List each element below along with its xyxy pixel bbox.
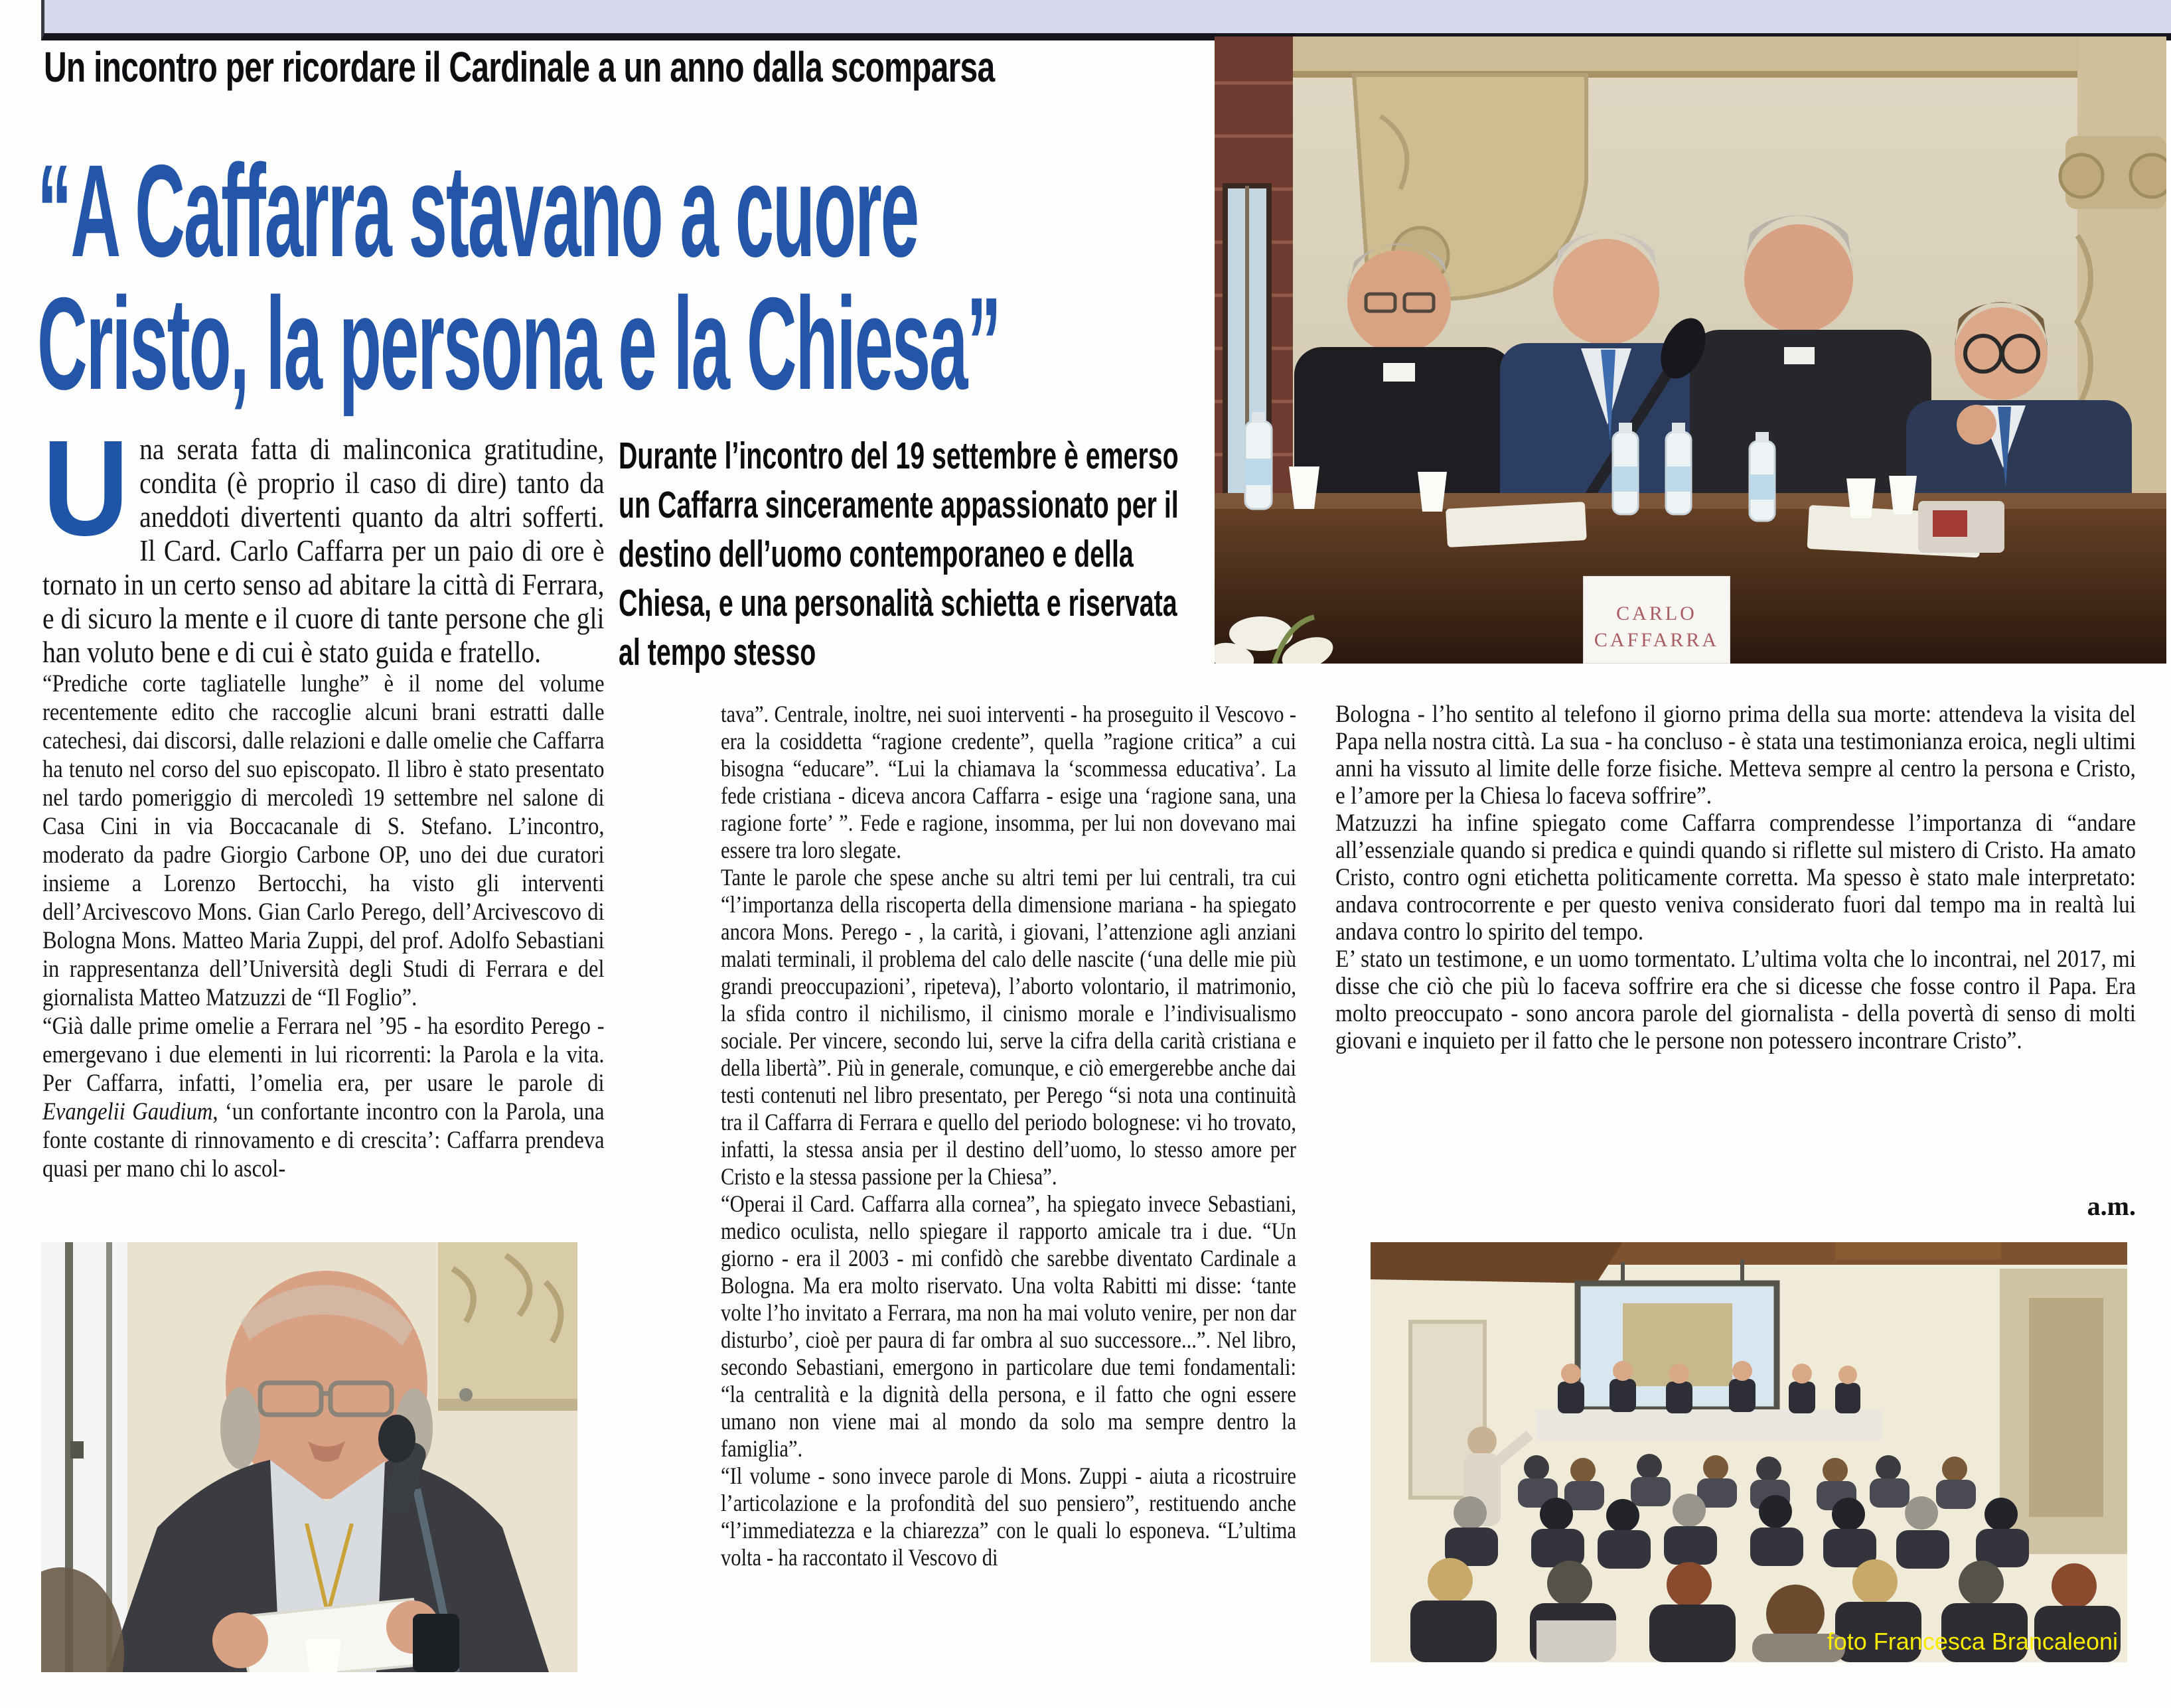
paragraph-text: , ‘un confortante incontro con la Parola, una fonte costante di rinnovamento e di crescita’: Caffarra prendeva quasi per mano chi lo ascol-: [42, 1098, 605, 1182]
paragraph-text: tava”. Centrale, inoltre, nei suoi interventi - ha proseguito il Vescovo - era la cosiddetta “ragione credente”, quella ”ragione critica” a cui bisogna “educare”. “Lui la chiamava la ‘scommessa educativa’. La fede cristiana - diceva ancora Caffarra - esige una ‘ragione sana, una ragione forte’ ”. Fede e ragione, insomma, per lui non dovevano mai essere tra loro slegate.: [721, 701, 1296, 863]
paragraph-text: Matzuzzi ha infine spiegato come Caffarra comprendesse l’importanza di “andare all’essenziale quando si predica e quindi quando si riflette sul mistero di Cristo. Ha amato Cristo, contro ogni etichetta politicamente corretta. Ma spesso è stato male interpretato: andava controcorrente e per questo veniva considerato fuori dal tempo ma in realtà lui andava contro lo spirito del tempo.: [1335, 810, 2136, 946]
speaker-photo-art: [41, 1242, 577, 1672]
paragraph-text: “Operai il Card. Caffarra alla cornea”, ha spiegato invece Sebastiani, medico oculista, nello spiegare il rapporto amicale tra i due. “Un giorno - era il 2003 - mi confidò che sarebbe diventato Cardinale a Bologna. Ma era molto riservato. Una volta Rabitti mi disse: ‘tante volte l’ho invitato a Ferrara, ma non ha mai voluto venire, per non dar disturbo’, cioè per paura di far ombra al suo successore...”. Nel libro, secondo Sebastiani, emergono in particolare due temi fondamentali: “la centralità e la dignità della persona, e il fatto che ogni essere umano non viene mai al mondo da solo ma sempre dentro la famiglia”.: [721, 1190, 1296, 1462]
papers: [1446, 502, 1587, 547]
panel-discussion-photo: [1215, 36, 2166, 664]
paragraph-text: Bologna - l’ho sentito al telefono il giorno prima della sua morte: attendeva la visita del Papa nella nostra città. La sua - ha concluso - è stata una testimonianza eroica, negli ultimi anni ha vissuto al limite delle forze fisiche. Metteva sempre al centro la persona e Cristo, e l’amore per la Chiesa lo faceva soffrire”.: [1335, 701, 2136, 810]
paragraph: [721, 1190, 1296, 1462]
headline: [37, 137, 1233, 417]
paragraph: [1335, 810, 2136, 946]
paper-cup: [305, 1639, 341, 1672]
headline-line1: “A Caffarra stavano a cuore: [37, 137, 918, 284]
panel-photo-art: [1215, 36, 2166, 664]
kicker-text: Un incontro per ricordare il Cardinale a un anno dalla scomparsa: [44, 43, 995, 91]
paragraph: [1335, 946, 2136, 1054]
paragraph-text: “Prediche corte tagliatelle lunghe” è il nome del volume recentemente edito che raccoglie alcuni brani estratti dalle catechesi, dai discorsi, dalle relazioni e dalle omelie che Caffarra ha tenuto nel corso del suo episcopato. Il libro è stato presentato nel tardo pomeriggio di mercoledì 19 settembre nel salone di Casa Cini in via Boccacanale di S. Stefano. L’incontro, moderato da padre Giorgio Carbone OP, uno dei due curatori insieme a Lorenzo Bertocchi, ha visto gli interventi dell’Arcivescovo Mons. Gian Carlo Perego, dell’Arcivescovo di Bologna Mons. Matteo Maria Zuppi, del prof. Adolfo Sebastiani in rappresentanza dell’Università degli Studi di Ferrara e del giornalista Matteo Matzuzzi de “Il Foglio”.: [42, 670, 605, 1011]
article-column-1: [42, 412, 605, 1355]
bright-shirt: [1536, 1620, 1616, 1662]
headline-line2: Cristo, la persona e la Chiesa”: [37, 270, 1000, 417]
audience-photo: [1371, 1242, 2127, 1662]
paragraph: [1335, 701, 2136, 810]
paragraph-text: Tante le parole che spese anche su altri temi per lui centrali, tra cui “l’importanza della riscoperta della dimensione mariana - ha spiegato ancora Mons. Perego - , la carità, i giovani, l’attenzione agli anziani malati terminali, il problema del calo delle nascite (‘una delle mie più grandi preoccupazioni’, ripeteva), l’aborto volontario, il matrimonio, la sfida contro il nichilismo, il cinismo morale e l’indivisualismo sociale. Per vincere, secondo lui, serve la cifra della carità cristiana e della libertà”. Più in generale, comunque, e ciò emergerebbe anche dai testi contenuti nel libro presentato, per Perego “si nota una continuità tra il Caffarra di Ferrara e quello del periodo bolognese: vi ho trovato, infatti, la stessa ansia per il destino dell’uomo, lo stesso amore per Cristo e la stessa passione per la Chiesa”.: [721, 864, 1296, 1190]
paragraph: [721, 864, 1296, 1190]
paragraph-text: “Già dalle prime omelie a Ferrara nel ’95 - ha esordito Perego - emergevano i due elementi in lui ricorrenti: la Parola e la vita. Per Caffarra, infatti, l’omelia era, per usare le parole di: [42, 1013, 605, 1097]
audience-photo-art: [1371, 1242, 2127, 1662]
paragraph: [721, 701, 1296, 864]
name-card: [1583, 576, 1730, 664]
lede-text: na serata fatta di malinconica gratitudine, condita (è proprio il caso di dire) tanto da aneddoti divertenti quanto da altri sofferti. Il Card. Carlo Caffarra per un paio di ore è tornato in un certo senso ad abitare la città di Ferrara, e di sicuro la mente e il cuore di tante persone che gli han voluto bene e di cui è stato guida e fratello.: [42, 433, 605, 669]
name-card-last-name: CAFFARRA: [1594, 629, 1720, 651]
paper-cup: [1289, 466, 1319, 509]
paragraph: [42, 670, 605, 1012]
standfirst-text: Durante l’incontro del 19 settembre è emerso un Caffarra sinceramente appassionato per il destino dell’uomo contemporaneo e della Chiesa, e una personalità schietta e riservata al tempo stesso: [619, 435, 1179, 674]
paragraph: [42, 1012, 605, 1183]
author-initials: a.m.: [2087, 1191, 2136, 1221]
name-card-first-name: CARLO: [1616, 603, 1697, 624]
speaker-reading-photo: [41, 1242, 577, 1672]
photo-credit: foto Francesca Brancaleoni: [1827, 1628, 2118, 1655]
paragraph-text: “Il volume - sono invece parole di Mons. Zuppi - aiuta a ricostruire l’articolazione e la profondità del suo pensiero”, restituendo anche “l’immediatezza e la chiarezza” con le quali lo esponeva. “L’ultima volta - ha raccontato il Vescovo di: [721, 1462, 1296, 1571]
paper-cup: [1846, 478, 1876, 518]
section-top-bar: [41, 0, 2171, 40]
paragraph-text: E’ stato un testimone, e un uomo tormentato. L’ultima volta che lo incontrai, nel 2017, mi disse che ciò che più lo faceva soffrire era che si dicesse che fosse contro il Papa. Era molto preoccupato - sono ancora parole del giornalista - della povertà di senso di molti giovani e inquieto per il fatto che le persone non potessero incontrare Cristo”.: [1335, 946, 2136, 1054]
stone-column: [438, 1242, 577, 1411]
article-column-2: [721, 701, 1296, 1708]
italic-book-title: Evangelii Gaudium: [42, 1098, 213, 1125]
standfirst: [619, 431, 1205, 677]
lede-paragraph: [42, 412, 605, 670]
paper-cup: [1418, 472, 1447, 512]
paper-cup: [1889, 476, 1917, 514]
paragraph: [721, 1462, 1296, 1571]
drop-cap: U: [42, 412, 129, 564]
